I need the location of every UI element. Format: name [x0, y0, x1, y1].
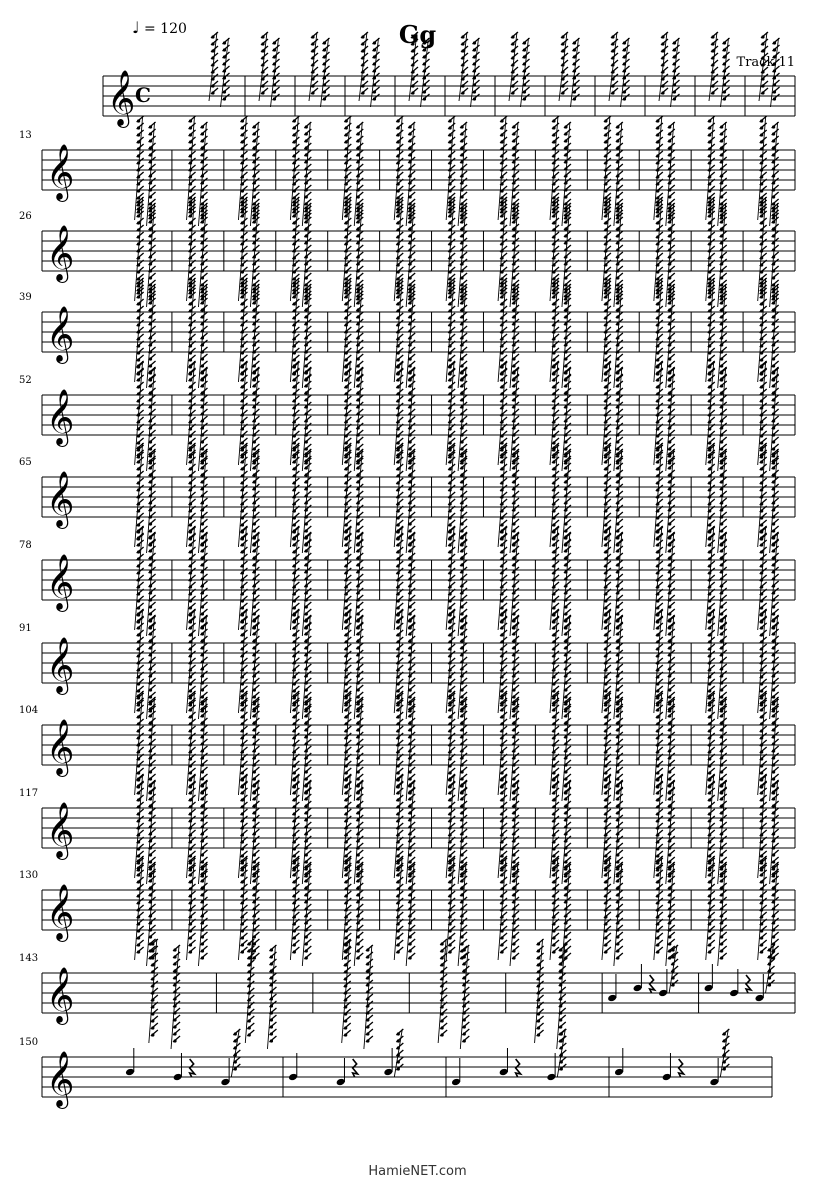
note-stack: [354, 862, 363, 966]
treble-clef-icon: 𝄞: [46, 144, 75, 200]
treble-clef-icon: 𝄞: [46, 802, 75, 858]
measure-number: 26: [19, 211, 32, 222]
note-stack: [562, 862, 571, 966]
measure-number: 13: [19, 130, 32, 141]
measure-number: 39: [19, 292, 32, 303]
note-stack: [446, 856, 455, 960]
note-stack: [498, 856, 507, 960]
treble-clef-icon: 𝄞: [46, 225, 75, 281]
note-stack: [245, 939, 254, 1043]
quarter-note-icon: ♩: [132, 18, 140, 37]
note-stack: [602, 856, 611, 960]
note-stack: [290, 856, 299, 960]
note-stack: [198, 862, 207, 966]
measure-number: 78: [19, 540, 32, 551]
rest-symbol: [746, 975, 751, 993]
treble-clef-icon: 𝄞: [46, 554, 75, 610]
note-stack: [302, 862, 311, 966]
note-stack: [267, 945, 276, 1049]
watermark: HamieNET.com: [368, 1164, 467, 1179]
note-stack: [758, 856, 767, 960]
note-stack: [250, 862, 259, 966]
measure-number: 117: [19, 788, 39, 799]
rest-symbol: [650, 975, 655, 993]
tempo-marking: [132, 18, 187, 37]
note-stack: [135, 856, 144, 960]
tempo-value: = 120: [144, 21, 187, 37]
treble-clef-icon: 𝄞: [46, 471, 75, 527]
rest-symbol: [679, 1059, 684, 1077]
measure-number: 130: [19, 870, 39, 881]
rest-symbol: [190, 1059, 195, 1077]
note-stack: [706, 856, 715, 960]
measure-number: 143: [19, 953, 39, 964]
measure-number: 150: [19, 1037, 39, 1048]
note-stack: [718, 862, 727, 966]
treble-clef-icon: 𝄞: [46, 719, 75, 775]
treble-clef-icon: 𝄞: [46, 1051, 75, 1107]
rest-symbol: [516, 1059, 521, 1077]
note-stack: [394, 856, 403, 960]
treble-clef-icon: 𝄞: [46, 306, 75, 362]
note-stack: [510, 862, 519, 966]
note-stack: [171, 945, 180, 1049]
treble-clef-icon: 𝄞: [46, 389, 75, 445]
treble-clef-icon: 𝄞: [107, 70, 136, 126]
note-stack: [394, 1029, 403, 1077]
note-stack: [364, 945, 373, 1049]
rest-symbol: [353, 1059, 358, 1077]
note-stack: [550, 856, 559, 960]
treble-clef-icon: 𝄞: [46, 637, 75, 693]
note-stack: [460, 945, 469, 1049]
measure-number: 91: [19, 623, 32, 634]
note-stack: [535, 939, 544, 1043]
measure-number: 52: [19, 375, 32, 386]
treble-clef-icon: 𝄞: [46, 884, 75, 940]
treble-clef-icon: 𝄞: [46, 967, 75, 1023]
note-stack: [187, 856, 196, 960]
measure-number: 65: [19, 457, 32, 468]
score-title: Gg: [398, 20, 437, 49]
note-stack: [438, 939, 447, 1043]
time-signature: C: [135, 83, 151, 107]
note-stack: [654, 856, 663, 960]
note-stack: [720, 1029, 729, 1077]
note-stack: [614, 862, 623, 966]
note-stack: [238, 856, 247, 960]
note-stack: [406, 862, 415, 966]
instrument-name: Track 11: [736, 55, 795, 70]
measure-number: 104: [19, 705, 39, 716]
note-stack: [231, 1029, 240, 1077]
